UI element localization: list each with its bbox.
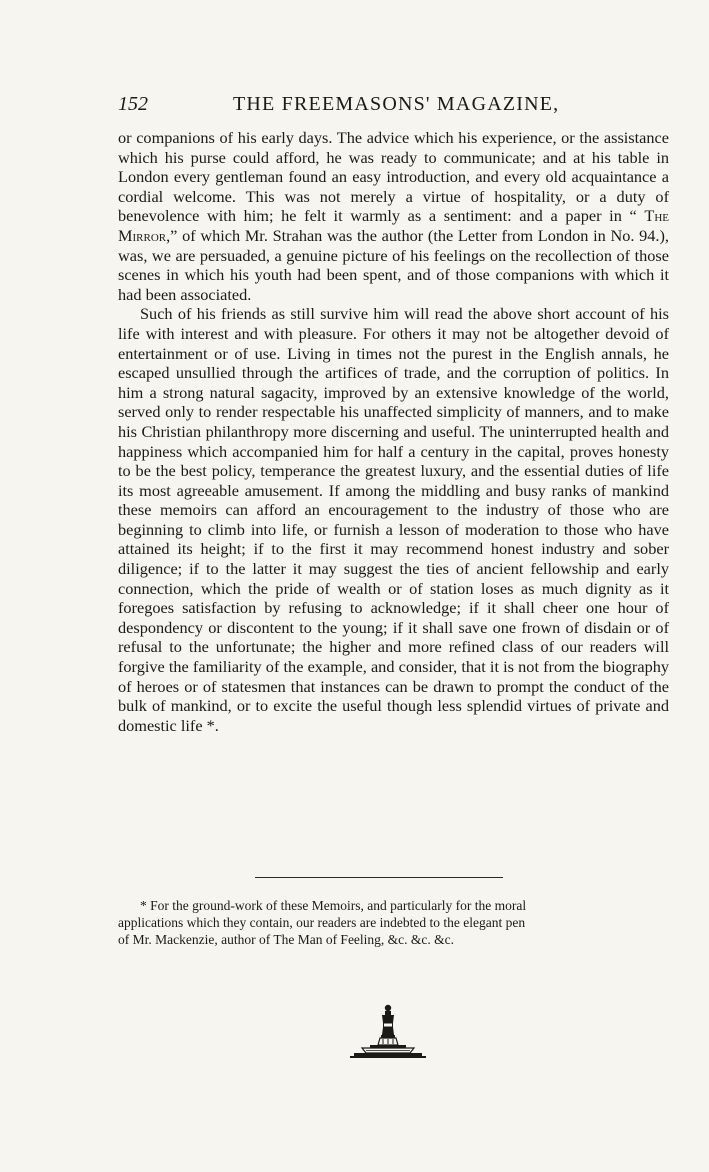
body-text (118, 128, 669, 735)
footnote-divider (255, 877, 503, 878)
mirror-title: The Mirror (118, 206, 669, 245)
footnote-line-3: of Mr. Mackenzie, author of The Man of Feeling, &c. &c. &c. (118, 932, 455, 947)
page-number: 152 (118, 93, 148, 115)
paragraph-1-part-2: ,” of which Mr. Strahan was the author (the Letter from London in No. 94.), was, we are persuaded, a genuine picture of his feelings on the recollection of those scenes in which his youth had been spent, and of those companions with which it had been associated. (118, 225, 669, 304)
footnote (118, 897, 669, 948)
footnote-line-1: * For the ground-work of these Memoirs, and particularly for the moral (140, 898, 527, 913)
running-title: THE FREEMASONS' MAGAZINE, (233, 93, 560, 115)
printers-ornament-icon (348, 1003, 428, 1065)
paragraph-1 (118, 128, 669, 304)
paragraph-1-part-1: or companions of his early days. The advice which his experience, or the assistance which his purse could afford, he was ready to communicate; and at his table in London every gentleman found an easy introduction, and every old acquaintance a cordial welcome. This was not merely a virtue of hospitality, or a duty of benevolence with him; he felt it warmly as a sentiment: and a paper in “ (118, 128, 669, 226)
page-header (118, 93, 568, 123)
footnote-line-2: applications which they contain, our readers are indebted to the elegant pen (118, 915, 526, 930)
paragraph-2 (118, 304, 669, 735)
paragraph-2-text: Such of his friends as still survive him will read the above short account of his life with interest and with pleasure. For others it may not be altogether devoid of entertainment or of use. Living in times not the purest in the English annals, he escaped unsullied through the artifices of trade, and the corruption of politics. In him a strong natural sagacity, improved by an extensive knowledge of the world, served only to render respectable his unaffected simplicity of manners, and to make his Christian philanthropy more discerning and useful. The uninterrupted health and happiness which accompanied him for half a century in the capital, proves honesty to be the best policy, temperance the greatest luxury, and the essential duties of life its most agreeable amusement. If among the middling and busy ranks of mankind these memoirs can afford an encouragement to the industry of those who are beginning to climb into life, or furnish a lesson of moderation to those who have attained its height; if to the first it may recommend honest industry and sober diligence; if to the latter it may suggest the ties of ancient fellowship and early connection, which the pride of wealth or of station loses as much dignity as it foregoes satisfaction by refusing to acknowledge; if it shall cheer one hour of despondency or discontent to the young; if it shall save one frown of disdain or of refusal to the unfortunate; the higher and more refined class of our readers will forgive the familiarity of the example, and consider, that it is not from the biography of heroes or of statesmen that instances can be drawn to prompt the conduct of the bulk of mankind, or to excite the useful though less splendid virtues of private and domestic life *. (118, 304, 669, 735)
